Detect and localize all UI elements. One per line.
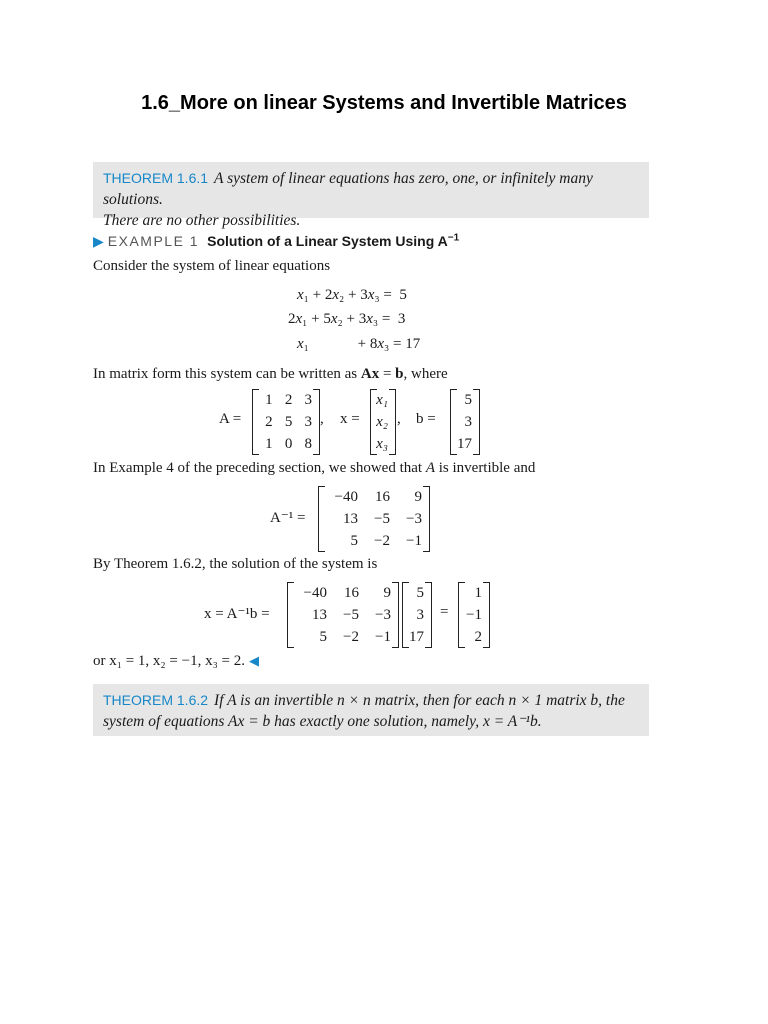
matrix-row: [403, 626, 431, 648]
theorem-label: THEOREM 1.6.2: [103, 692, 209, 708]
matrix-a-inverse: [318, 486, 430, 552]
theorem-1-6-1-box: [93, 162, 649, 229]
matrix-row: [319, 530, 429, 552]
equation-3: x₁ + 8x₃ = 17: [297, 336, 421, 352]
example-title: Solution of a Linear System Using $A^{-1}$: [207, 232, 460, 249]
matrix-row: [459, 626, 489, 648]
matrix-cell: −5: [343, 607, 359, 623]
solution-intro-text: By Theorem 1.6.2, the solution of the system is: [93, 556, 378, 572]
matrix-cell: 16: [344, 585, 359, 601]
theorem-text-line2: There are no other possibilities.: [103, 212, 301, 229]
matrix-cell: 13: [312, 607, 327, 623]
matrix-cell: 5: [319, 629, 327, 645]
play-arrow-icon: ▶: [93, 234, 104, 250]
matrix-cell: 17: [409, 629, 424, 645]
matrix-row: [253, 433, 319, 455]
vector-b: [450, 389, 480, 455]
matrix-cell: 16: [375, 489, 390, 505]
vector-x-label: x =: [340, 411, 360, 427]
matrix-cell: 5: [464, 392, 472, 408]
matrix-row: [459, 604, 489, 626]
matrix-a-label: A =: [219, 411, 242, 427]
matrix-row: [403, 604, 431, 626]
matrix-cell: 3: [416, 607, 424, 623]
matrix-cell: x₂: [376, 414, 388, 430]
matrix-a-inverse-label: A⁻¹ =: [270, 510, 306, 526]
theorem-label: THEOREM 1.6.1: [103, 170, 209, 186]
matrix-cell: −1: [466, 607, 482, 623]
example-heading: [93, 232, 459, 251]
intro-text: Consider the system of linear equations: [93, 258, 331, 274]
matrix-cell: 17: [457, 436, 472, 452]
matrix-cell: −40: [334, 489, 358, 505]
matrix-row: [451, 389, 479, 411]
matrix-cell: −3: [406, 511, 422, 527]
vector-x: [370, 389, 396, 455]
solution-vector-b: [402, 582, 432, 648]
matrix-row: [371, 389, 395, 411]
matrix-cell: 1: [474, 585, 482, 601]
end-triangle-icon: ◀: [249, 653, 260, 668]
matrix-row: [459, 582, 489, 604]
solution-result-vector: [458, 582, 490, 648]
matrix-cell: x₃: [376, 436, 388, 452]
theorem-1-6-2-box: [93, 684, 649, 736]
matrix-cell: 8: [304, 436, 312, 452]
matrix-cell: −3: [375, 607, 391, 623]
solution-label: x = A⁻¹b =: [204, 606, 270, 622]
theorem-text-line2: system of equations Ax = b has exactly one solution, namely, x = A⁻¹b.: [103, 713, 542, 730]
separator-comma: ,: [397, 411, 401, 427]
matrix-row: [288, 604, 398, 626]
matrix-cell: −5: [374, 511, 390, 527]
matrix-cell: 1: [265, 436, 273, 452]
theorem-text-line1: A system of linear equations has zero, one, or infinitely many solutions.: [103, 170, 593, 208]
vector-b-label: b =: [416, 411, 436, 427]
matrix-row: [253, 411, 319, 433]
page-title: 1.6_More on linear Systems and Invertible Matrices: [141, 92, 627, 114]
conclusion-text: or x₁ = 1, x₂ = −1, x₃ = 2. ◀: [93, 653, 260, 669]
matrix-row: [371, 411, 395, 433]
theorem-text-line1: If A is an invertible n × n matrix, then for each n × 1 matrix b, the: [214, 692, 625, 709]
matrix-cell: −40: [303, 585, 327, 601]
matrix-cell: 0: [284, 436, 293, 452]
matrix-cell: −1: [375, 629, 391, 645]
example-label: EXAMPLE 1: [107, 232, 200, 249]
matrix-cell: −1: [406, 533, 422, 549]
equation-2: 2x₁ + 5x₂ + 3x₃ = 3: [288, 311, 406, 327]
matrix-cell: −2: [374, 533, 390, 549]
matrix-row: [451, 433, 479, 455]
matrix-cell: 2: [474, 629, 482, 645]
matrix-a: [252, 389, 320, 455]
equation-1: x₁ + 2x₂ + 3x₃ = 5: [297, 287, 407, 303]
solution-matrix-a-inverse: [287, 582, 399, 648]
matrix-cell: 3: [304, 414, 312, 430]
matrix-cell: 1: [265, 392, 273, 408]
matrix-row: [319, 486, 429, 508]
matrix-row: [371, 433, 395, 455]
matrix-cell: −2: [343, 629, 359, 645]
solution-equals: =: [440, 604, 449, 620]
matrix-cell: 3: [464, 414, 472, 430]
matrix-row: [288, 626, 398, 648]
matrix-cell: 5: [350, 533, 358, 549]
separator-comma: ,: [320, 411, 324, 427]
matrix-row: [253, 389, 319, 411]
matrix-cell: 3: [304, 392, 312, 408]
matrix-cell: 9: [414, 489, 422, 505]
matrix-cell: x₁: [376, 392, 388, 408]
matrix-form-text: In matrix form this system can be written as Ax = b, where: [93, 366, 448, 382]
matrix-row: [451, 411, 479, 433]
matrix-cell: 2: [265, 414, 273, 430]
matrix-row: [319, 508, 429, 530]
matrix-row: [288, 582, 398, 604]
matrix-row: [403, 582, 431, 604]
matrix-cell: 13: [343, 511, 358, 527]
matrix-cell: 5: [284, 414, 293, 430]
matrix-cell: 5: [416, 585, 424, 601]
inverse-intro-text: In Example 4 of the preceding section, we showed that A is invertible and: [93, 460, 536, 476]
matrix-cell: 2: [284, 392, 293, 408]
matrix-cell: 9: [383, 585, 391, 601]
